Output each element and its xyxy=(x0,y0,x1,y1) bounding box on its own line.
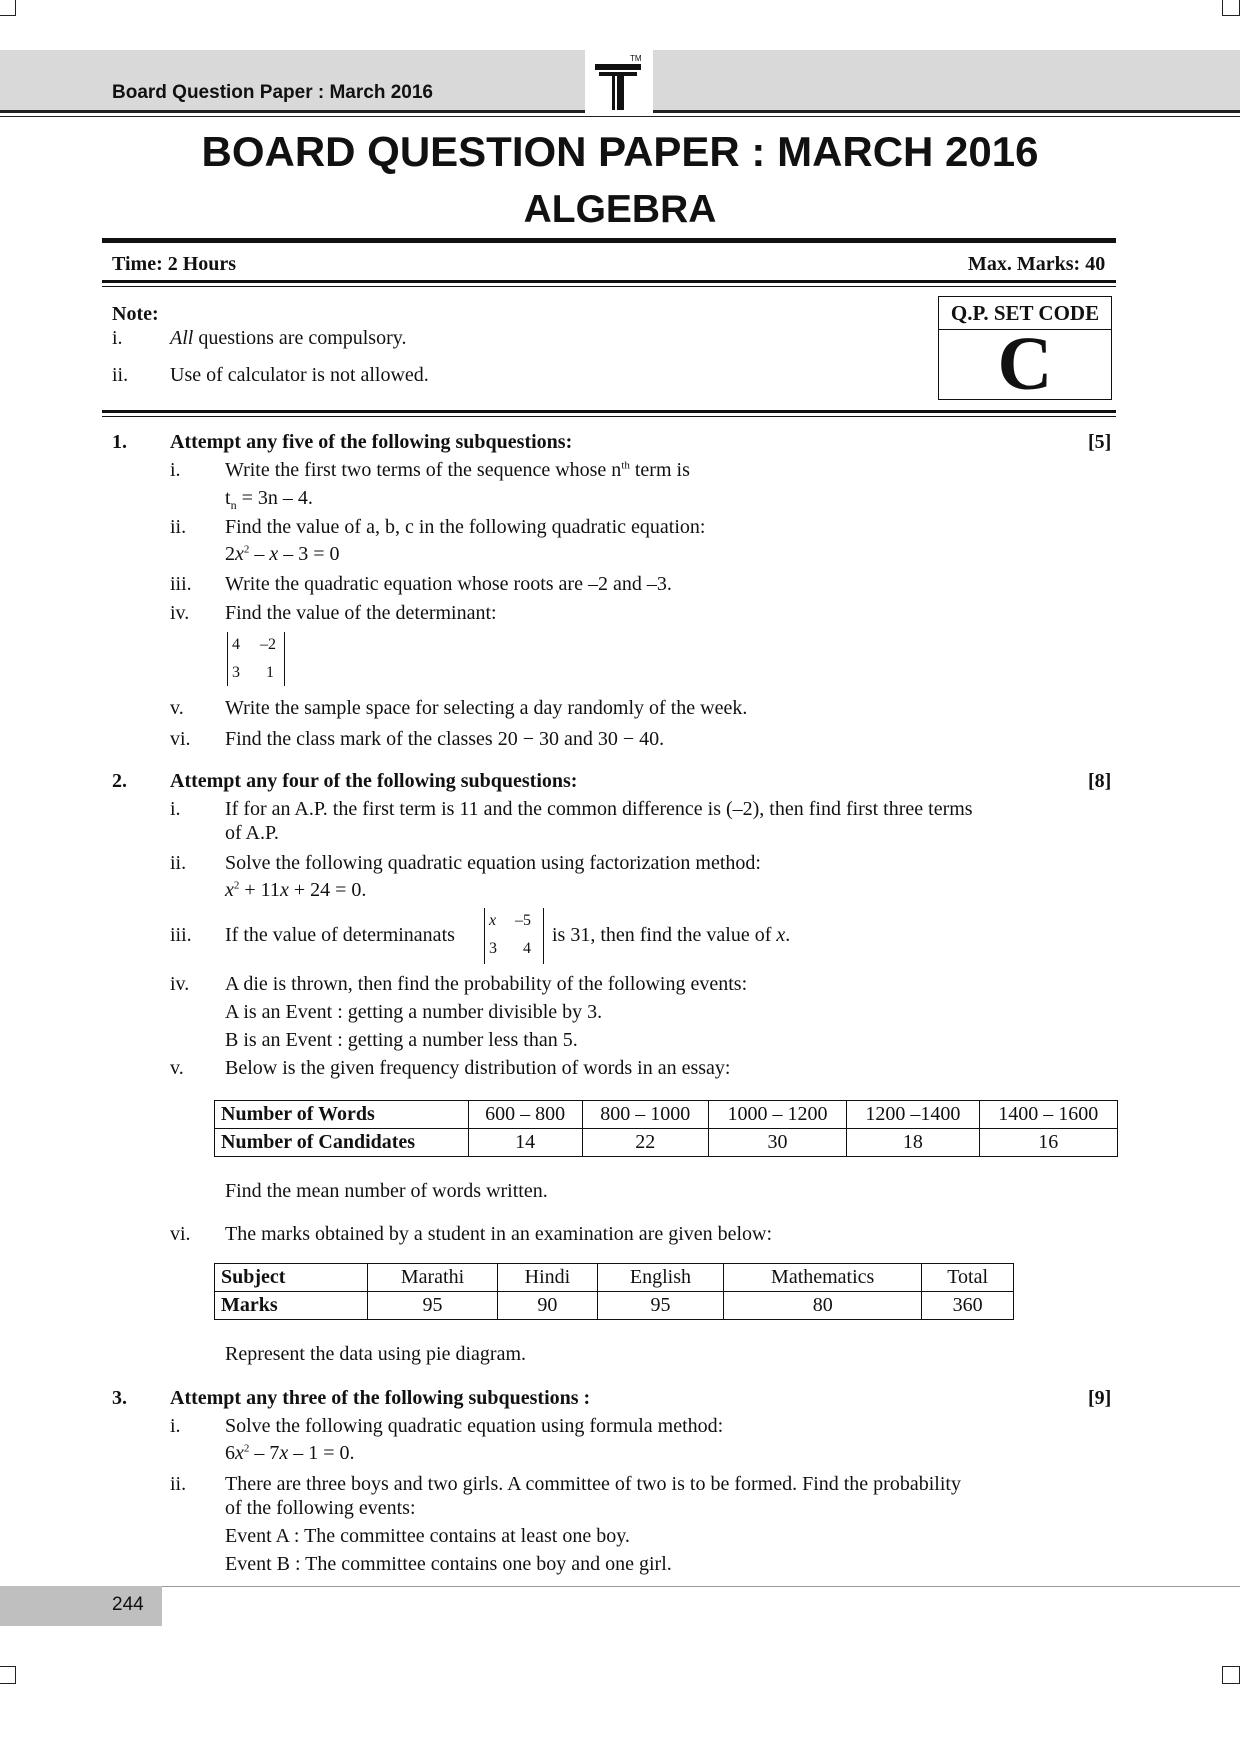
table-header-cell: Number of Words xyxy=(215,1101,469,1129)
subquestion-text: Find the value of the determinant: xyxy=(225,602,497,624)
question-title: Attempt any three of the following subquestions : xyxy=(170,1387,591,1409)
text-fragment: + 11 xyxy=(239,879,280,901)
header-rule-thin xyxy=(0,116,1240,117)
table-cell: 360 xyxy=(922,1292,1014,1320)
question-number: 3. xyxy=(112,1387,127,1409)
note-item-num: i. xyxy=(112,327,123,349)
time-label: Time: 2 Hours xyxy=(112,253,237,275)
text-fragment: – xyxy=(249,543,270,565)
det-cell: 1 xyxy=(266,664,274,681)
text-fragment: + 24 = 0. xyxy=(288,879,367,901)
set-code-label: Q.P. SET CODE xyxy=(939,297,1111,330)
equation xyxy=(225,543,340,566)
subquestion-number: i. xyxy=(170,1415,181,1437)
question-title: Attempt any four of the following subquestions: xyxy=(170,770,578,792)
subquestion-text: of the following events: xyxy=(225,1497,416,1519)
text-fragment: . xyxy=(785,924,791,946)
words-frequency-table xyxy=(214,1100,1118,1157)
det-cell: –5 xyxy=(515,912,531,929)
set-code-letter: C xyxy=(997,322,1053,406)
table-header-cell: Marks xyxy=(215,1292,368,1320)
question-title: Attempt any five of the following subquestions: xyxy=(170,431,573,453)
subquestion-text: Event B : The committee contains one boy and one girl. xyxy=(225,1553,672,1575)
subject-title: ALGEBRA xyxy=(523,188,717,231)
table-cell: English xyxy=(597,1264,723,1292)
text-fragment: – 7 xyxy=(249,1442,280,1464)
variable: x xyxy=(279,1442,289,1464)
table-cell: 800 – 1000 xyxy=(582,1101,708,1129)
subquestion-text: There are three boys and two girls. A committee of two is to be formed. Find the probability xyxy=(225,1473,961,1495)
text-fragment: t xyxy=(225,487,231,509)
question-marks: [5] xyxy=(1088,431,1112,453)
subquestion-number: vi. xyxy=(170,1223,191,1245)
subquestion-text: of A.P. xyxy=(225,822,279,844)
set-code-box xyxy=(938,296,1112,406)
table-cell: Mathematics xyxy=(724,1264,922,1292)
publisher-logo xyxy=(585,50,653,114)
table-cell: 16 xyxy=(979,1129,1117,1157)
note-item-text: questions are compulsory. xyxy=(193,327,407,349)
variable: x xyxy=(225,879,234,901)
note-item-num: ii. xyxy=(112,364,129,386)
subquestion-number: v. xyxy=(170,697,184,719)
marks-table xyxy=(214,1263,1014,1320)
text-fragment: 2 xyxy=(225,543,235,565)
subquestion-number: iii. xyxy=(170,573,192,595)
table-row xyxy=(215,1264,1014,1292)
table-cell: 14 xyxy=(468,1129,582,1157)
variable: x xyxy=(235,1442,244,1464)
note-item-text: Use of calculator is not allowed. xyxy=(170,364,429,386)
table-cell: 1200 –1400 xyxy=(847,1101,979,1129)
variable: x xyxy=(235,543,244,565)
time-rule-thin xyxy=(102,286,1116,287)
note-rule xyxy=(102,410,1116,413)
note-item xyxy=(170,327,406,350)
subquestion-text xyxy=(552,924,790,947)
variable: x xyxy=(776,924,786,946)
subquestion-text: If the value of determinanats xyxy=(225,924,455,946)
logo-icon xyxy=(585,50,653,114)
determinant xyxy=(484,908,544,964)
text-fragment: term is xyxy=(629,459,690,481)
table-row xyxy=(215,1292,1014,1320)
table-cell: Hindi xyxy=(498,1264,598,1292)
subquestion-text: Write the quadratic equation whose roots are –2 and –3. xyxy=(225,573,672,595)
subquestion-text: Find the class mark of the classes 20 − 30 and 30 − 40. xyxy=(225,728,665,750)
max-marks-label: Max. Marks: 40 xyxy=(968,253,1106,275)
subquestion-text: Solve the following quadratic equation using formula method: xyxy=(225,1415,724,1437)
page-number: 244 xyxy=(112,1594,144,1615)
subquestion-number: i. xyxy=(170,459,181,481)
note-heading: Note: xyxy=(112,303,159,325)
text-fragment: Write the first two terms of the sequence whose n xyxy=(225,459,622,481)
subquestion-text: Below is the given frequency distribution of words in an essay: xyxy=(225,1057,731,1079)
text-fragment: – 1 = 0. xyxy=(288,1442,355,1464)
table-cell: 600 – 800 xyxy=(468,1101,582,1129)
superscript: th xyxy=(621,459,630,472)
det-cell: 4 xyxy=(523,940,531,957)
subquestion-text: Solve the following quadratic equation using factorization method: xyxy=(225,852,761,874)
subquestion-text: B is an Event : getting a number less than 5. xyxy=(225,1029,578,1051)
subquestion-number: ii. xyxy=(170,1473,187,1495)
det-cell: –2 xyxy=(260,636,276,653)
superscript: 2 xyxy=(243,1442,250,1455)
subquestion-text: Event A : The committee contains at least one boy. xyxy=(225,1525,630,1547)
text-fragment: – 3 = 0 xyxy=(278,543,340,565)
question-marks: [9] xyxy=(1088,1387,1112,1409)
footer-rule xyxy=(0,1586,1240,1587)
table-header-cell: Subject xyxy=(215,1264,368,1292)
table-cell: 1400 – 1600 xyxy=(979,1101,1117,1129)
superscript: 2 xyxy=(233,879,240,892)
subquestion-number: ii. xyxy=(170,516,187,538)
logo-trademark: TM xyxy=(630,54,642,63)
text-fragment: = 3n – 4. xyxy=(236,487,313,509)
title-rule xyxy=(102,238,1116,243)
subquestion-number: iv. xyxy=(170,602,190,624)
table-cell: 22 xyxy=(582,1129,708,1157)
table-cell: 95 xyxy=(368,1292,498,1320)
subquestion-text: Write the sample space for selecting a day randomly of the week. xyxy=(225,697,748,719)
subquestion-number: iv. xyxy=(170,973,190,995)
subquestion-number: v. xyxy=(170,1057,184,1079)
text-fragment: is 31, then find the value of xyxy=(552,924,777,946)
table-cell: 18 xyxy=(847,1129,979,1157)
det-cell: 3 xyxy=(232,664,240,681)
table-cell: 30 xyxy=(708,1129,846,1157)
subquestion-text: If for an A.P. the first term is 11 and the common difference is (–2), then find first three terms xyxy=(225,798,973,820)
subscript: n xyxy=(230,498,237,512)
table-cell: Marathi xyxy=(368,1264,498,1292)
subquestion-number: iii. xyxy=(170,924,192,946)
equation xyxy=(225,487,313,510)
subquestion-text: Find the mean number of words written. xyxy=(225,1180,548,1202)
subquestion-text xyxy=(225,459,690,482)
subquestion-text: A die is thrown, then find the probability of the following events: xyxy=(225,973,748,995)
equation xyxy=(225,879,366,902)
subquestion-text: Represent the data using pie diagram. xyxy=(225,1343,527,1365)
det-cell: 3 xyxy=(489,940,497,957)
determinant xyxy=(227,632,285,686)
note-emphasis: All xyxy=(170,327,194,349)
page-title: BOARD QUESTION PAPER : MARCH 2016 xyxy=(201,128,1039,175)
time-rule xyxy=(102,280,1116,283)
crop-mark-bottom-left xyxy=(0,1666,16,1684)
table-header-cell: Number of Candidates xyxy=(215,1129,469,1157)
question-number: 1. xyxy=(112,431,127,453)
table-cell: 1000 – 1200 xyxy=(708,1101,846,1129)
table-row xyxy=(215,1101,1118,1129)
subquestion-number: ii. xyxy=(170,852,187,874)
subquestion-text: The marks obtained by a student in an examination are given below: xyxy=(225,1223,773,1245)
note-rule-thin xyxy=(102,416,1116,417)
crop-mark-top-right xyxy=(1222,0,1240,16)
variable: x xyxy=(279,879,289,901)
subquestion-text: Find the value of a, b, c in the following quadratic equation: xyxy=(225,516,706,538)
det-cell: 4 xyxy=(232,636,240,653)
subquestion-number: vi. xyxy=(170,728,191,750)
crop-mark-bottom-right xyxy=(1222,1666,1240,1684)
table-cell: 80 xyxy=(724,1292,922,1320)
superscript: 2 xyxy=(243,543,250,556)
table-cell: 95 xyxy=(597,1292,723,1320)
subquestion-text: A is an Event : getting a number divisible by 3. xyxy=(225,1001,603,1023)
crop-mark-top-left xyxy=(0,0,16,16)
equation xyxy=(225,1442,355,1465)
table-cell: Total xyxy=(922,1264,1014,1292)
running-head: Board Question Paper : March 2016 xyxy=(112,82,433,103)
text-fragment: 6 xyxy=(225,1442,235,1464)
variable: x xyxy=(269,543,279,565)
subquestion-number: i. xyxy=(170,798,181,820)
table-row xyxy=(215,1129,1118,1157)
det-cell: x xyxy=(489,912,497,929)
table-cell: 90 xyxy=(498,1292,598,1320)
question-marks: [8] xyxy=(1088,770,1112,792)
question-number: 2. xyxy=(112,770,127,792)
